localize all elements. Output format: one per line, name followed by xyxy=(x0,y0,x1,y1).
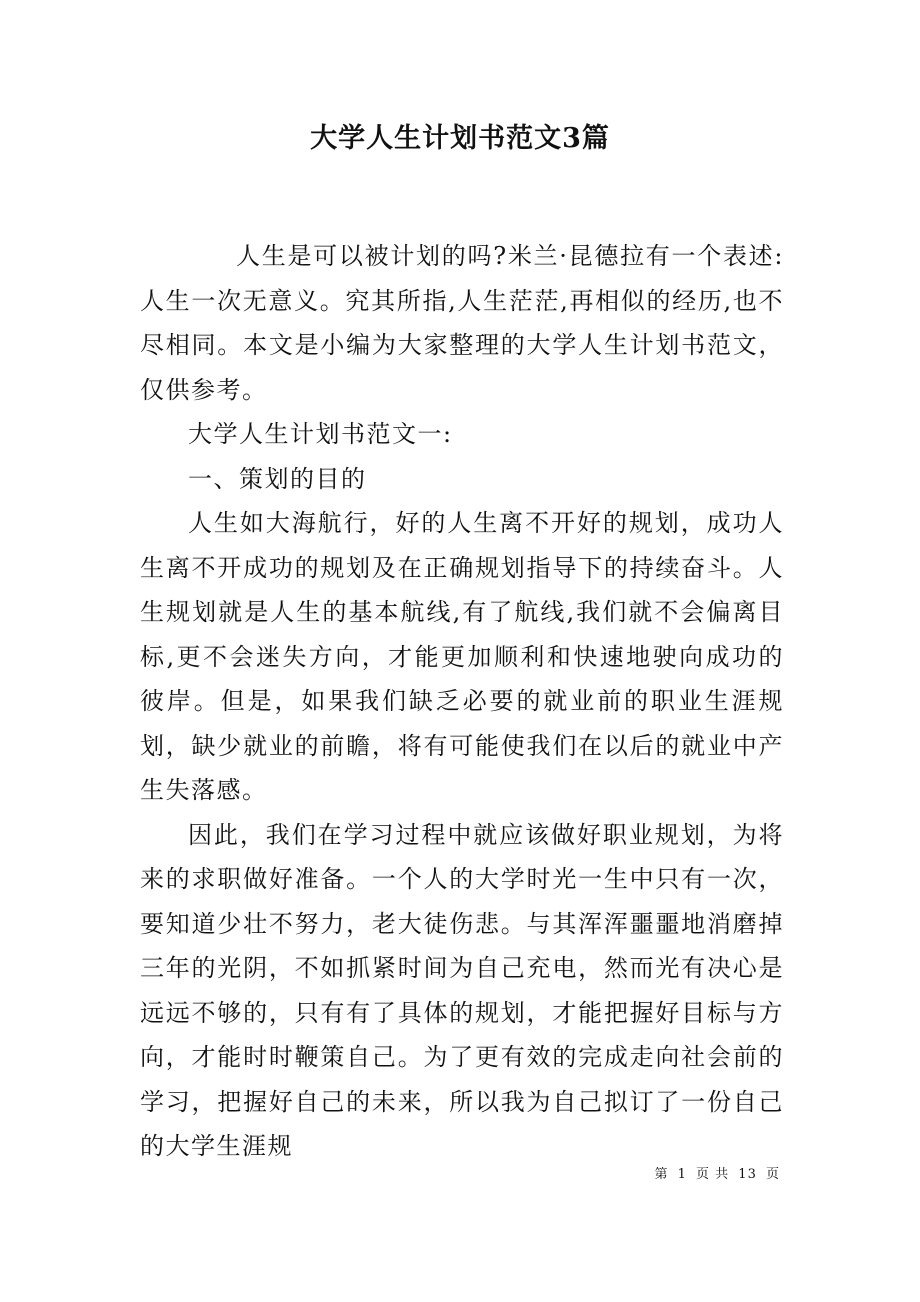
paragraph-body-2: 因此，我们在学习过程中就应该做好职业规划，为将来的求职做好准备。一个人的大学时光一生中只有一次，要知道少壮不努力，老大徒伤悲。与其浑浑噩噩地消磨掉三年的光阴，不如抓紧时间为自己充电，然而光有决心是远远不够的，只有有了具体的规划，才能把握好目标与方向，才能时时鞭策自己。为了更有效的完成走向社会前的学习，把握好自己的未来，所以我为自己拟订了一份自己的大学生涯规 xyxy=(140,820,784,1160)
footer-middle: 页 共 xyxy=(696,1167,730,1182)
paragraph-body-1: 人生如大海航行，好的人生离不开好的规划，成功人生离不开成功的规划及在正确规划指导下的持续奋斗。人生规划就是人生的基本航线,有了航线,我们就不会偏离目标,更不会迷失方向，才能更加顺利和快速地驶向成功的彼岸。但是，如果我们缺乏必要的就业前的职业生涯规划，缺少就业的前瞻，将有可能使我们在以后的就业中产生失落感。 xyxy=(140,509,784,804)
footer-page-number: 1 xyxy=(677,1167,687,1182)
footer-total-pages: 13 xyxy=(738,1167,757,1182)
footer-prefix: 第 xyxy=(654,1167,669,1182)
paragraph-subheading: 一、策划的目的 xyxy=(188,464,367,493)
page-footer xyxy=(652,1163,782,1182)
paragraph-intro: 人生是可以被计划的吗?米兰·昆德拉有一个表述:人生一次无意义。究其所指,人生茫茫,再相似的经历,也不尽相同。本文是小编为大家整理的大学人生计划书范文，仅供参考。 xyxy=(140,242,784,404)
document-title: 大学人生计划书范文3篇 xyxy=(310,123,610,154)
paragraph-section-heading: 大学人生计划书范文一: xyxy=(188,420,453,448)
document-body xyxy=(140,234,784,1169)
footer-suffix: 页 xyxy=(765,1167,780,1182)
